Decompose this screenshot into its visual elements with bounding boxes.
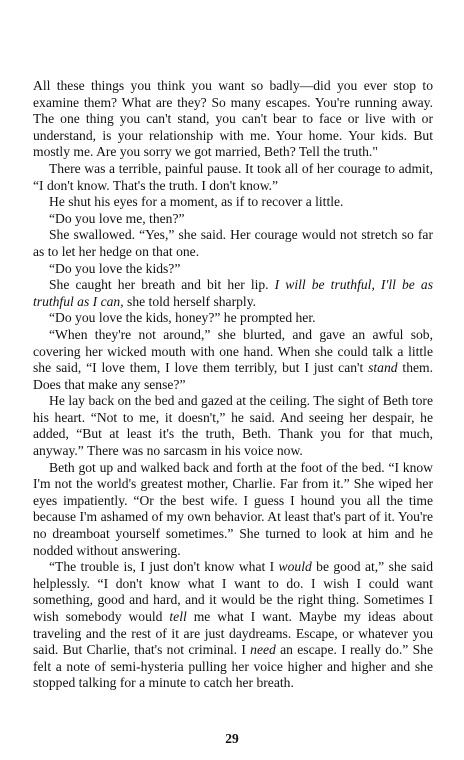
paragraph bbox=[33, 194, 433, 211]
text-run: be good at,” she said helplessly. “I don't know what I want to do. I wish I could want something, good and hard, and it would be the right thing. Sometimes I wish somebody would bbox=[33, 559, 433, 624]
paragraph bbox=[33, 277, 433, 310]
paragraph bbox=[33, 211, 433, 228]
text-run: “Do you love the kids?” bbox=[49, 260, 181, 276]
text-run: He shut his eyes for a moment, as if to recover a little. bbox=[49, 194, 344, 210]
paragraph bbox=[33, 227, 433, 260]
paragraph bbox=[33, 78, 433, 161]
italic-run: I will be truthful, I'll be as truthful as I can, bbox=[33, 277, 433, 309]
text-run: “Do you love the kids, honey?” he prompted her. bbox=[49, 310, 316, 326]
italic-run: stand bbox=[368, 360, 398, 376]
italic-run: tell bbox=[169, 609, 187, 624]
paragraph bbox=[33, 161, 433, 194]
paragraph bbox=[33, 559, 433, 692]
paragraph bbox=[33, 310, 433, 327]
italic-run: need bbox=[250, 642, 276, 658]
text-run: There was a terrible, painful pause. It took all of her courage to admit, “I don't know. That's the truth. I don't know.” bbox=[33, 160, 433, 193]
paragraph bbox=[33, 460, 433, 560]
text-run: me what I want. Maybe my ideas about traveling and the rest of it are just daydreams. Escape, or whatever you said. But Charlie, that's not criminal. I bbox=[33, 609, 433, 658]
paragraph bbox=[33, 261, 433, 278]
text-run: She swallowed. “Yes,” she said. Her courage would not stretch so far as to let her hedge on that one. bbox=[33, 227, 433, 259]
text-run: He lay back on the bed and gazed at the ceiling. The sight of Beth tore his heart. “Not to me, it doesn't,” he said. And seeing her despair, he added, “But at least it's the truth, Beth. Thank you for that much, anyway.” There was no sarcasm in his voice now. bbox=[33, 393, 433, 459]
text-run: them. Does that make any sense?” bbox=[33, 360, 433, 392]
italic-run: would bbox=[278, 559, 312, 575]
text-run: All these things you think you want so badly—did you ever stop to examine them? What are they? So many escapes. You're running away. The one thing you can't stand, you can't bear to face or live with or understand, is your relationship with me. Your home. Your kids. But mostly me. Are you sorry we got married, Beth? Tell the truth." bbox=[33, 78, 433, 160]
paragraph bbox=[33, 327, 433, 393]
text-run: “Do you love me, then?” bbox=[49, 210, 185, 226]
page-number: 29 bbox=[225, 731, 239, 746]
text-run: “When they're not around,” she blurted, and gave an awful sob, covering her wicked mouth with one hand. When she could talk a little she said, “I love them, I love them terribly, but I just can't bbox=[33, 326, 433, 376]
body-text bbox=[33, 78, 433, 692]
text-run: Beth got up and walked back and forth at the foot of the bed. “I know I'm not the world's greatest mother, Charlie. Far from it.” She wiped her eyes impatiently. “Or the best wife. I guess I hound you all the time because I'm ashamed of my own behavior. At least that's part of it. You're no dreamboat yourself sometimes.” She turned to look at him and he nodded without answering. bbox=[33, 459, 433, 558]
text-run: an escape. I really do.” She felt a note of semi-hysteria pulling her voice higher and higher and she stopped talking for a minute to catch her breath. bbox=[33, 642, 433, 691]
text-run: “The trouble is, I just don't know what I bbox=[49, 559, 279, 575]
paragraph bbox=[33, 393, 433, 459]
text-run: she told herself sharply. bbox=[123, 293, 257, 309]
text-run: She caught her breath and bit her lip. bbox=[49, 277, 275, 293]
